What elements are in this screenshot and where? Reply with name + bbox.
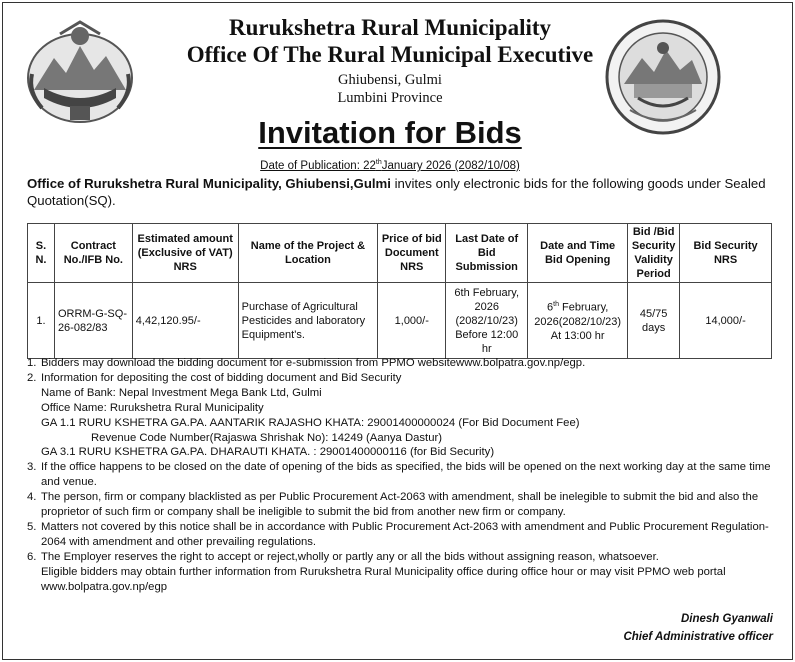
cell-opening: 6th February, 2026(2082/10/23) At 13:00 hr [528, 283, 628, 359]
notes-list [27, 356, 782, 595]
table-header-row [28, 224, 772, 283]
office-name: Office Of The Rural Municipal Executive [186, 42, 594, 67]
signatory-designation: Chief Administrative officer [623, 631, 773, 643]
intro-office: Office of Rurukshetra Rural Municipality, Ghiubensi,Gulmi [27, 176, 391, 191]
cell-validity: 45/75 days [628, 283, 680, 359]
intro-text: invites only electronic bids for the following goods under Sealed Quotation(SQ). [27, 176, 766, 208]
note-item: 5. Matters not covered by this notice shall be in accordance with Public Procurement Act-2063 with amendment and Public Procurement Regulation-2064 with amendment and other prevailing regulations. [27, 520, 769, 548]
cell-contract: ORRM-G-SQ-26-082/83 [54, 283, 132, 359]
publication-date: Date of Publication: 22thJanuary 2026 (2082/10/08) [260, 159, 520, 172]
col-opening: Date and Time Bid Opening [528, 224, 628, 283]
intro-paragraph [27, 175, 772, 209]
bids-table [27, 223, 772, 359]
note-bank: Name of Bank: Nepal Investment Mega Bank Ltd, Gulmi [41, 386, 322, 399]
municipality-name: Rurukshetra Rural Municipality [228, 15, 552, 40]
cell-sn: 1. [28, 283, 55, 359]
note-revenue: Revenue Code Number(Rajaswa Shrishak No): 14249 (Aanya Dastur) [91, 431, 442, 444]
cell-price: 1,000/- [378, 283, 446, 359]
col-last-date: Last Date of Bid Submission [446, 224, 528, 283]
note-item: 1. Bidders may download the bidding document for e-submission from PPMO websitewww.bolpatra.gov.np/egp. [27, 357, 586, 369]
nepal-emblem-icon [24, 18, 136, 130]
note-ga1: GA 1.1 RURU KSHETRA GA.PA. AANTARIK RAJASHO KHATA: 29001400000024 (For Bid Document Fee) [41, 416, 580, 429]
note-item: 3. If the office happens to be closed on the date of opening of the bids as specified, the bids will be opened on the next working day at the same time and venue. [27, 461, 771, 489]
note-item: 4. The person, firm or company blacklisted as per Public Procurement Act-2063 with amendment, shall be inelegible to submit the bid and also the proprietor of such firm or company shall be ineligible to submit the bid from another new firm or company. [27, 491, 759, 519]
col-amount: Estimated amount (Exclusive of VAT) NRS [132, 224, 238, 283]
table-row [28, 283, 772, 359]
col-contract: Contract No./IFB No. [54, 224, 132, 283]
col-project: Name of the Project & Location [238, 224, 378, 283]
col-sn: S. N. [28, 224, 55, 283]
address-line-1: Ghiubensi, Gulmi [338, 72, 442, 88]
col-validity: Bid /Bid Security Validity Period [628, 224, 680, 283]
note-item: 6. The Employer reserves the right to accept or reject,wholly or partly any or all the bids without assigning reason, whatsoever. Eligible bidders may obtain further information from Rurukshetra Rural Municipality office during office hour or may visit PPMO web portal www.bolpatra.gov.np/egp [27, 550, 782, 595]
signatory-name: Dinesh Gyanwali [680, 613, 773, 625]
address-line-2: Lumbini Province [337, 90, 443, 106]
cell-last-date: 6th February, 2026 (2082/10/23) Before 12:00 hr [446, 283, 528, 359]
note-office: Office Name: Rurukshetra Rural Municipality [41, 401, 264, 414]
cell-security: 14,000/- [680, 283, 772, 359]
cell-project: Purchase of Agricultural Pesticides and laboratory Equipment's. [238, 283, 378, 359]
col-security: Bid Security NRS [680, 224, 772, 283]
note-item: 2. Information for depositing the cost of bidding document and Bid Security Name of Bank: Nepal Investment Mega Bank Ltd, Gulmi Office Name: Rurukshetra Rural Municipality GA 1.1 RURU KSHETRA GA.PA. AANTARIK RAJASHO KHATA: 29001400000024 (For Bid Document Fee) Revenue Code Number(Rajaswa Shrishak No): 14249 (Aanya Dastur) GA 3.1 RURU KSHETRA GA.PA. DHARAUTI KHATA. : 29001400000116 (for Bid Security) [27, 371, 782, 460]
notice-title: Invitation for Bids [258, 115, 522, 150]
cell-amount: 4,42,120.95/- [132, 283, 238, 359]
note-ga3: GA 3.1 RURU KSHETRA GA.PA. DHARAUTI KHATA. : 29001400000116 (for Bid Security) [41, 446, 495, 459]
col-price: Price of bid Document NRS [378, 224, 446, 283]
note-extra: Eligible bidders may obtain further information from Rurukshetra Rural Municipality office during office hour or may visit PPMO web portal www.bolpatra.gov.np/egp [41, 565, 726, 593]
